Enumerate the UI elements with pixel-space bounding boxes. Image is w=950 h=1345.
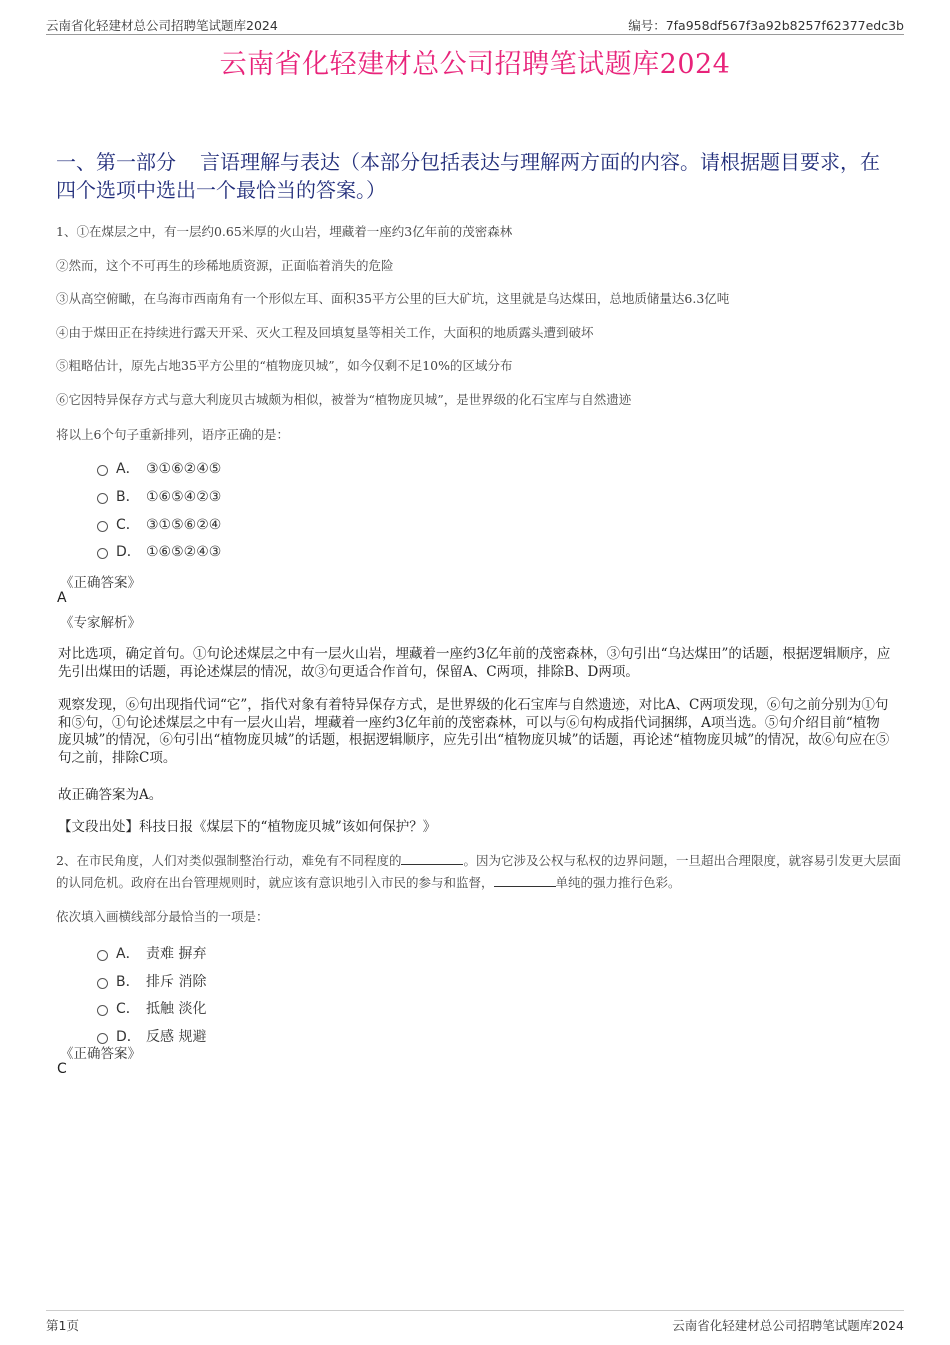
footer-doc-title: 云南省化轻建材总公司招聘笔试题库2024 (672, 1318, 904, 1333)
section-number: 一、第一部分 (56, 150, 176, 174)
radio-icon[interactable] (97, 978, 108, 989)
header-doc-id: 编号：7fa958df567f3a92b8257f62377edc3b (628, 18, 904, 33)
header-doc-title: 云南省化轻建材总公司招聘笔试题库2024 (46, 18, 278, 33)
radio-icon[interactable] (97, 493, 108, 504)
q1-option-d[interactable]: D． ①⑥⑤②④③ (97, 541, 221, 561)
footer-page-number: 第1页 (46, 1318, 79, 1333)
q2-option-b[interactable]: B． 排斥 消除 (97, 971, 206, 991)
q1-prompt: 将以上6个句子重新排列，语序正确的是： (56, 427, 289, 442)
q1-sentence-1: 1、①在煤层之中，有一层约0.65米厚的火山岩，埋藏着一座约3亿年前的茂密森林 (56, 224, 513, 239)
document-title: 云南省化轻建材总公司招聘笔试题库2024 (219, 49, 731, 80)
q1-option-c[interactable]: C． ③①⑤⑥②④ (97, 514, 221, 534)
radio-icon[interactable] (97, 465, 108, 476)
q1-analysis-conclusion: 故正确答案为A。 (58, 787, 163, 803)
q1-option-b[interactable]: B． ①⑥⑤④②③ (97, 486, 221, 506)
q1-analysis-paragraph-2: 观察发现，⑥句出现指代词“它”，指代对象有着特异保存方式，是世界级的化石宝库与自然遗迹，对比A、C两项发现，⑥句之前分别为①句和⑤句，①句论述煤层之中有一层火山岩，埋藏着一座约3亿年前的茂密森林，可以与⑥句构成指代词捆绑，A项当选。⑤句介绍目前“植物庞贝城”的情况，⑥句引出“植物庞贝城”的话题，根据逻辑顺序，应先引出“植物庞贝城”的话题，再论述“植物庞贝城”的情况，故⑥句应在⑤句之前，排除C项。 (58, 697, 890, 766)
page-header (46, 14, 904, 35)
q2-answer: C (57, 1061, 67, 1077)
page-footer (46, 1310, 904, 1335)
q2-option-a[interactable]: A． 责难 摒弃 (97, 943, 206, 963)
q2-stem: 2、在市民角度，人们对类似强制整治行动，难免有不同程度的 。因为它涉及公权与私权的边界问题，一旦超出合理限度，就容易引发更大层面的认同危机。政府在出台管理规则时，就应该有意识地引入市民的参与和监督， 单纯的强力推行色彩。 (56, 853, 901, 890)
radio-icon[interactable] (97, 521, 108, 532)
radio-icon[interactable] (97, 950, 108, 961)
q1-sentence-3: ③从高空俯瞰，在乌海市西南角有一个形似左耳、面积35平方公里的巨大矿坑，这里就是乌达煤田，总地质储量达6.3亿吨 (56, 291, 730, 306)
fill-blank-2 (494, 876, 556, 887)
q1-option-a[interactable]: A． ③①⑥②④⑤ (97, 458, 221, 478)
q1-sentence-4: ④由于煤田正在持续进行露天开采、灭火工程及回填复垦等相关工作，大面积的地质露头遭到破坏 (56, 325, 594, 340)
section-heading (56, 148, 896, 204)
section-description: 言语理解与表达（本部分包括表达与理解两方面的内容。请根据题目要求，在四个选项中选出一个最恰当的答案。） (56, 150, 880, 202)
q1-analysis-paragraph-1: 对比选项，确定首句。①句论述煤层之中有一层火山岩，埋藏着一座约3亿年前的茂密森林，③句引出“乌达煤田”的话题，根据逻辑顺序，应先引出煤田的话题，再论述煤层的情况，故③句更适合作首句，保留A、C两项，排除B、D两项。 (58, 646, 891, 680)
q2-prompt: 依次填入画横线部分最恰当的一项是： (56, 909, 269, 924)
q1-answer: A (57, 590, 67, 606)
q1-sentence-5: ⑤粗略估计，原先占地35平方公里的“植物庞贝城”，如今仅剩不足10%的区域分布 (56, 358, 513, 373)
q1-answer-label: 《正确答案》 (60, 575, 141, 591)
q1-sentence-6: ⑥它因特异保存方式与意大利庞贝古城颇为相似，被誉为“植物庞贝城”，是世界级的化石宝库与自然遗迹 (56, 392, 632, 407)
q1-sentence-2: ②然而，这个不可再生的珍稀地质资源，正面临着消失的危险 (56, 258, 394, 273)
q1-source: 【文段出处】科技日报《煤层下的“植物庞贝城”该如何保护？》 (58, 819, 437, 835)
q2-option-c[interactable]: C． 抵触 淡化 (97, 998, 206, 1018)
q1-analysis-label: 《专家解析》 (60, 615, 141, 631)
radio-icon[interactable] (97, 1005, 108, 1016)
q2-answer-label: 《正确答案》 (60, 1046, 141, 1062)
radio-icon[interactable] (97, 548, 108, 559)
q2-option-d[interactable]: D． 反感 规避 (97, 1026, 206, 1046)
fill-blank-1 (401, 854, 463, 865)
